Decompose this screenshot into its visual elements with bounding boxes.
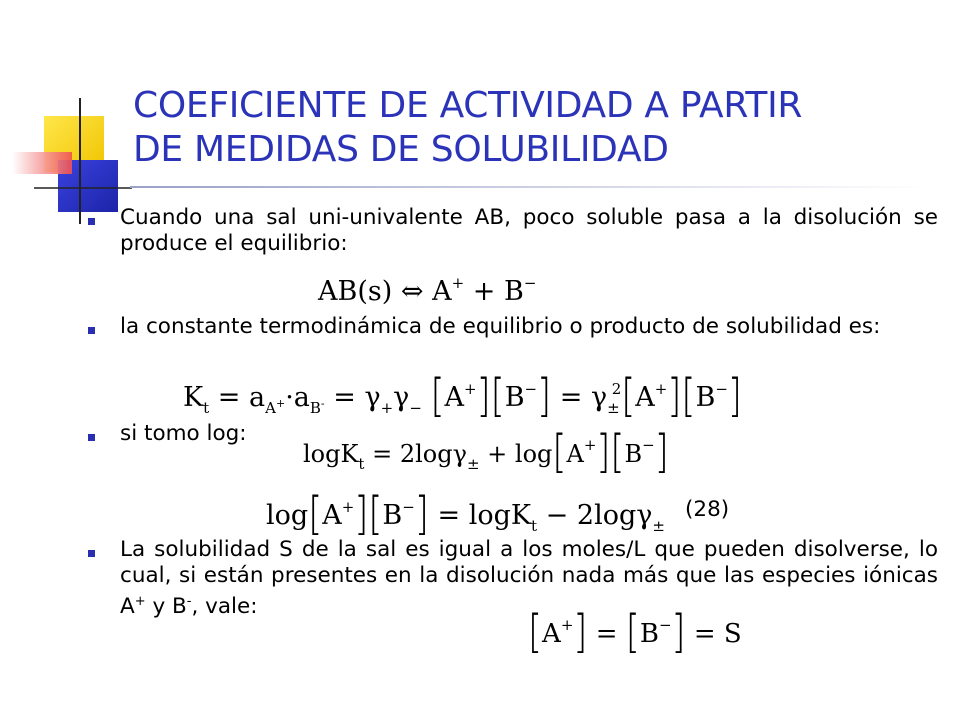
equation-equilibrium: AB(s) ⇔ A+ + B− bbox=[318, 274, 537, 307]
equation-solubility: [A+] = [B−] = S bbox=[528, 606, 742, 659]
title-line-1: COEFICIENTE DE ACTIVIDAD A PARTIR bbox=[133, 85, 803, 126]
bullet-marker-3 bbox=[88, 434, 95, 441]
equation-solubility-product: $K_t = a_{A^+}\cdot a_{B^-} = \gamma_+\gamma_-$ $[A^+][B^-] = \gamma_\pm^2[A^+][B^-]$ bbox=[183, 370, 742, 423]
equation-number: (28) bbox=[685, 497, 730, 522]
equation-28: log[A+][B−] = logK$_t$ − 2logγ$_\pm$ bbox=[266, 488, 665, 541]
deco-red-bar bbox=[12, 152, 72, 174]
title-divider bbox=[130, 186, 930, 188]
title-line-2: DE MEDIDAS DE SOLUBILIDAD bbox=[133, 129, 669, 170]
bullet-text-4: La solubilidad S de la sal es igual a los moles/L que pueden disolverse, lo cual, si están presentes en la disolución nada más que las especies iónicas A+ y B-, vale: bbox=[120, 537, 938, 620]
bullet-marker-1 bbox=[88, 218, 95, 225]
bullet-text-1: Cuando una sal uni-univalente AB, poco soluble pasa a la disolución se produce el equilibrio: bbox=[120, 205, 938, 256]
slide-title bbox=[133, 84, 933, 172]
equation-log: logK$_t$ = 2logγ$_\pm$ + log[A+][B−] bbox=[303, 426, 669, 479]
corner-decoration bbox=[0, 0, 140, 240]
bullet-text-3: si tomo log: bbox=[120, 421, 247, 446]
bullet-marker-2 bbox=[88, 327, 95, 334]
bullet-text-2: la constante termodinámica de equilibrio o producto de solubilidad es: bbox=[120, 314, 881, 339]
bullet-marker-4 bbox=[88, 550, 95, 557]
